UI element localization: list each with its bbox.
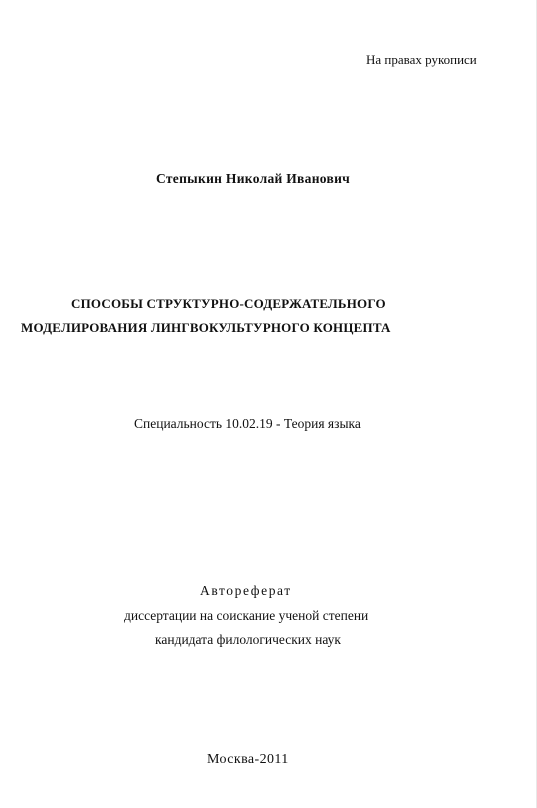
title-line-1: СПОСОБЫ СТРУКТУРНО-СОДЕРЖАТЕЛЬНОГО — [71, 296, 386, 311]
manuscript-note: На правах рукописи — [366, 52, 477, 67]
degree-line-1: диссертации на соискание ученой степени — [124, 608, 369, 623]
author-name: Степыкин Николай Иванович — [156, 171, 351, 186]
title-line-2: МОДЕЛИРОВАНИЯ ЛИНГВОКУЛЬТУРНОГО КОНЦЕПТА — [21, 320, 391, 335]
place-year: Москва-2011 — [207, 752, 289, 767]
document-type: Автореферат — [200, 583, 292, 598]
specialty-line: Специальность 10.02.19 - Теория языка — [134, 416, 361, 431]
degree-line-2: кандидата филологических наук — [155, 632, 341, 647]
